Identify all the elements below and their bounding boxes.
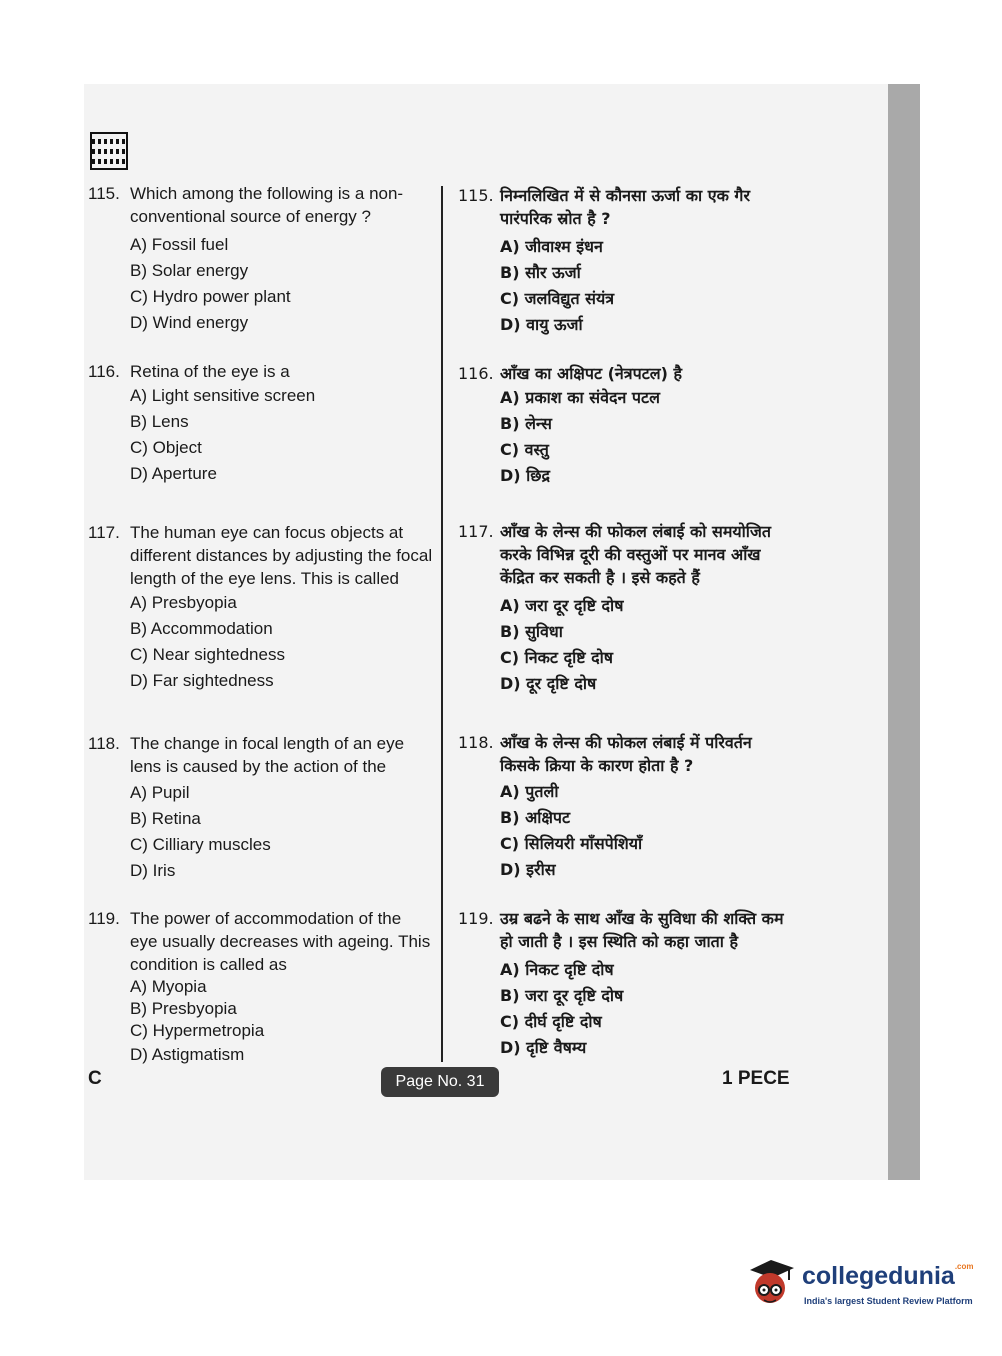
option-a: A) निकट दृष्टि दोष (500, 960, 614, 979)
question-text: आँख के लेन्स की फोकल लंबाई को समयोजित करके विभिन्न दूरी की वस्तुओं पर मानव आँख केंद्रित कर सकती है । इसे कहते हैं (500, 522, 771, 587)
option-b: B) अक्षिपट (500, 808, 571, 827)
question-number: 118. (88, 734, 120, 753)
option-a: A) प्रकाश का संवेदन पटल (500, 388, 660, 407)
option-b: B) सौर ऊर्जा (500, 263, 581, 282)
option-b: B) Presbyopia (130, 999, 237, 1018)
option-c: C) वस्तु (500, 440, 549, 459)
option-d: D) छिद्र (500, 466, 551, 485)
option-c: C) Hypermetropia (130, 1021, 265, 1040)
option-b: B) Retina (130, 809, 201, 828)
question-117-en (88, 521, 433, 694)
column-divider (441, 186, 443, 1062)
question-text: Which among the following is a non-conventional source of energy ? (130, 184, 404, 226)
series-letter: C (88, 1068, 102, 1089)
option-d: D) Far sightedness (130, 671, 274, 690)
option-b: B) Lens (130, 412, 189, 431)
page-edge-shadow (888, 84, 920, 1180)
option-d: D) इरीस (500, 860, 556, 879)
option-c: C) सिलियरी माँसपेशियाँ (500, 834, 643, 853)
option-a: A) Light sensitive screen (130, 386, 316, 405)
question-117-hi (458, 520, 788, 697)
question-text: आँख का अक्षिपट (नेत्रपटल) है (500, 364, 682, 383)
option-d: D) दृष्टि वैषम्य (500, 1038, 587, 1057)
question-number: 116. (88, 362, 120, 381)
question-115-en (88, 182, 433, 336)
option-a: A) Pupil (130, 783, 190, 802)
qr-code-icon (90, 132, 128, 170)
question-text: निम्नलिखित में से कौनसा ऊर्जा का एक गैर पारंपरिक स्रोत है ? (500, 186, 750, 228)
page-number-badge: Page No. 31 (381, 1067, 499, 1097)
question-118-hi (458, 731, 788, 883)
brand-tagline: India's largest Student Review Platform (804, 1296, 973, 1306)
option-c: C) दीर्घ दृष्टि दोष (500, 1012, 602, 1031)
question-116-hi (458, 362, 788, 489)
option-d: D) दूर दृष्टि दोष (500, 674, 597, 693)
question-119-en (88, 907, 433, 1068)
option-d: D) Wind energy (130, 313, 249, 332)
option-d: D) Aperture (130, 464, 217, 483)
option-a: A) पुतली (500, 782, 559, 801)
question-119-hi (458, 907, 788, 1061)
question-number: 116. (458, 364, 494, 383)
option-d: D) वायु ऊर्जा (500, 315, 583, 334)
question-number: 118. (458, 733, 494, 752)
option-b: B) जरा दूर दृष्टि दोष (500, 986, 624, 1005)
option-c: C) Hydro power plant (130, 287, 291, 306)
brand-suffix: .com (954, 1262, 974, 1271)
question-116-en (88, 360, 433, 487)
question-number: 117. (458, 522, 494, 541)
question-number: 115. (458, 186, 494, 205)
option-d: D) Astigmatism (130, 1045, 245, 1064)
option-b: B) Accommodation (130, 619, 273, 638)
question-text: The human eye can focus objects at different distances by adjusting the focal length of the eye lens. This is called (130, 523, 433, 588)
option-b: B) सुविधा (500, 622, 563, 641)
question-number: 119. (458, 909, 494, 928)
option-c: C) निकट दृष्टि दोष (500, 648, 614, 667)
question-text: The power of accommodation of the eye usually decreases with ageing. This condition is called as (130, 909, 431, 974)
paper-code: 1 PECE (722, 1068, 790, 1089)
question-number: 115. (88, 184, 120, 203)
question-115-hi (458, 184, 788, 338)
question-text: उम्र बढने के साथ आँख के सुविधा की शक्ति कम हो जाती है । इस स्थिति को कहा जाता है (500, 909, 784, 951)
option-a: A) जीवाश्म इंधन (500, 237, 603, 256)
option-b: B) लेन्स (500, 414, 552, 433)
question-text: Retina of the eye is a (130, 362, 290, 381)
option-c: C) Cilliary muscles (130, 835, 271, 854)
option-a: A) Myopia (130, 977, 207, 996)
option-a: A) जरा दूर दृष्टि दोष (500, 596, 624, 615)
question-text: The change in focal length of an eye lens is caused by the action of the (130, 734, 405, 776)
option-c: C) जलविद्युत संयंत्र (500, 289, 615, 308)
option-a: A) Presbyopia (130, 593, 237, 612)
option-c: C) Object (130, 438, 202, 457)
question-number: 119. (88, 909, 120, 928)
option-b: B) Solar energy (130, 261, 249, 280)
brand-name: collegedunia$^{.com}$ (802, 1262, 974, 1290)
option-d: D) Iris (130, 861, 176, 880)
option-a: A) Fossil fuel (130, 235, 229, 254)
collegedunia-watermark (744, 1250, 974, 1312)
question-text: आँख के लेन्स की फोकल लंबाई में परिवर्तन किसके क्रिया के कारण होता है ? (500, 733, 752, 775)
graduate-mascot-icon (744, 1254, 798, 1308)
question-number: 117. (88, 523, 120, 542)
question-118-en (88, 732, 433, 884)
option-c: C) Near sightedness (130, 645, 285, 664)
